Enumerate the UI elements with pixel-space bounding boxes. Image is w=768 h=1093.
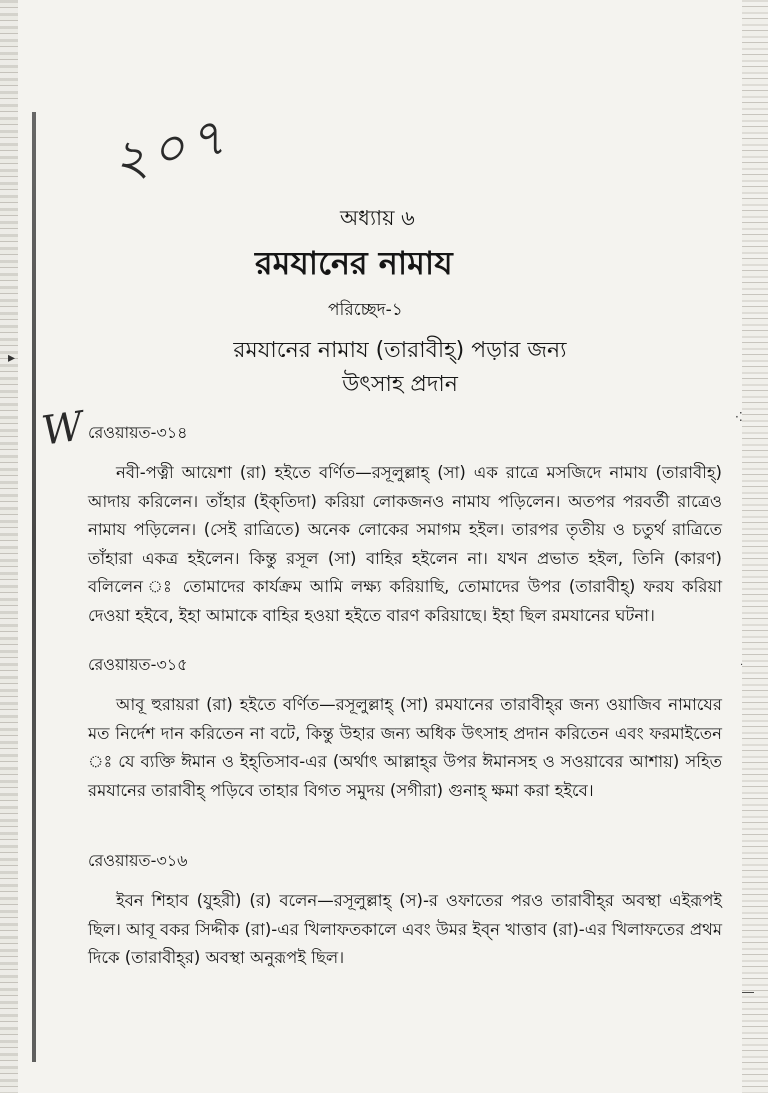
handwritten-margin-mark: W xyxy=(38,403,87,455)
hadith-heading: রেওয়ায়ত-৩১৪ xyxy=(88,423,188,442)
hadith-text: আবূ হুরায়রা (রা) হইতে বর্ণিত—রসূলুল্লাহ্‌ (সা) রমযানের তারাবীহ্‌র জন্য ওয়াজিব নামাযের মত নির্দেশ দান করিতেন না বটে, কিন্তু উহার জন্য অধিক উৎসাহ প্রদান করিতেন এবং ফরমাইতেন ঃ যে ব্যক্তি ঈমান ও ইহ্‌তিসাব-এর (অর্থাৎ আল্লাহ্‌র উপর ঈমানসহ ও সওয়াবের আশায়) সহিত রমযানের তারাবীহ্‌ পড়িবে তাহার বিগত সমুদয় (সগীরা) গুনাহ্‌ ক্ষমা করা হইবে। xyxy=(88,695,722,800)
hadith-block xyxy=(88,848,722,973)
scan-edge-right xyxy=(742,0,768,1093)
handwritten-page-number: ২০৭ xyxy=(105,105,237,193)
hadith-heading: রেওয়ায়ত-৩১৫ xyxy=(88,655,188,674)
scan-speck: ·⁚ xyxy=(735,410,743,424)
hadith-heading: রেওয়ায়ত-৩১৬ xyxy=(88,851,188,870)
chapter-title: রমযানের নামায xyxy=(255,244,453,282)
scan-edge-left xyxy=(0,0,18,1093)
hadith-block xyxy=(88,652,722,805)
scan-speck: ― xyxy=(742,985,754,999)
section-title-line: রমযানের নামায (তারাবীহ্‌) পড়ার জন্য xyxy=(233,338,567,363)
hadith-block xyxy=(88,420,722,630)
chapter-label: অধ্যায় ৬ xyxy=(340,206,415,230)
scan-speck: ▸ xyxy=(8,350,16,366)
scan-speck: · xyxy=(740,660,744,671)
binding-shadow xyxy=(32,112,36,1062)
section-label: পরিচ্ছেদ-১ xyxy=(328,300,403,320)
hadith-text: নবী-পত্নী আয়েশা (রা) হইতে বর্ণিত—রসূলুল্লাহ্‌ (সা) এক রাত্রে মসজিদে নামায (তারাবীহ্‌) আদায় করিলেন। তাঁহার (ইক্‌তিদা) করিয়া লোকজনও নামায পড়িলেন। অতপর পরবর্তী রাত্রেও নামায পড়িলেন। (সেই রাত্রিতে) অনেক লোকের সমাগম হইল। তারপর তৃতীয় ও চতুর্থ রাত্রিতে তাঁহারা একত্র হইলেন। কিন্তু রসূল (সা) বাহির হইলেন না। যখন প্রভাত হইল, তিনি (কারণ) বলিলেন ঃ তোমাদের কার্যক্রম আমি লক্ষ্য করিয়াছি, তোমাদের উপর (তারাবীহ্‌) ফরয করিয়া দেওয়া হইবে, ইহা আমাকে বাহির হওয়া হইতে বারণ করিয়াছে। ইহা ছিল রমযানের ঘটনা। xyxy=(88,463,722,625)
section-title-line: উৎসাহ প্রদান xyxy=(342,372,458,397)
section-title xyxy=(180,334,620,402)
hadith-text: ইবন শিহাব (যুহরী) (র) বলেন—রসূলুল্লাহ্‌ (স)-র ওফাতের পরও তারাবীহ্‌র অবস্থা এইরূপই ছিল। আবূ বকর সিদ্দীক (রা)-এর খিলাফতকালে এবং উমর ইব্‌ন খাত্তাব (রা)-এর খিলাফতের প্রথম দিকে (তারাবীহ্‌র) অবস্থা অনুরূপই ছিল। xyxy=(88,891,722,967)
